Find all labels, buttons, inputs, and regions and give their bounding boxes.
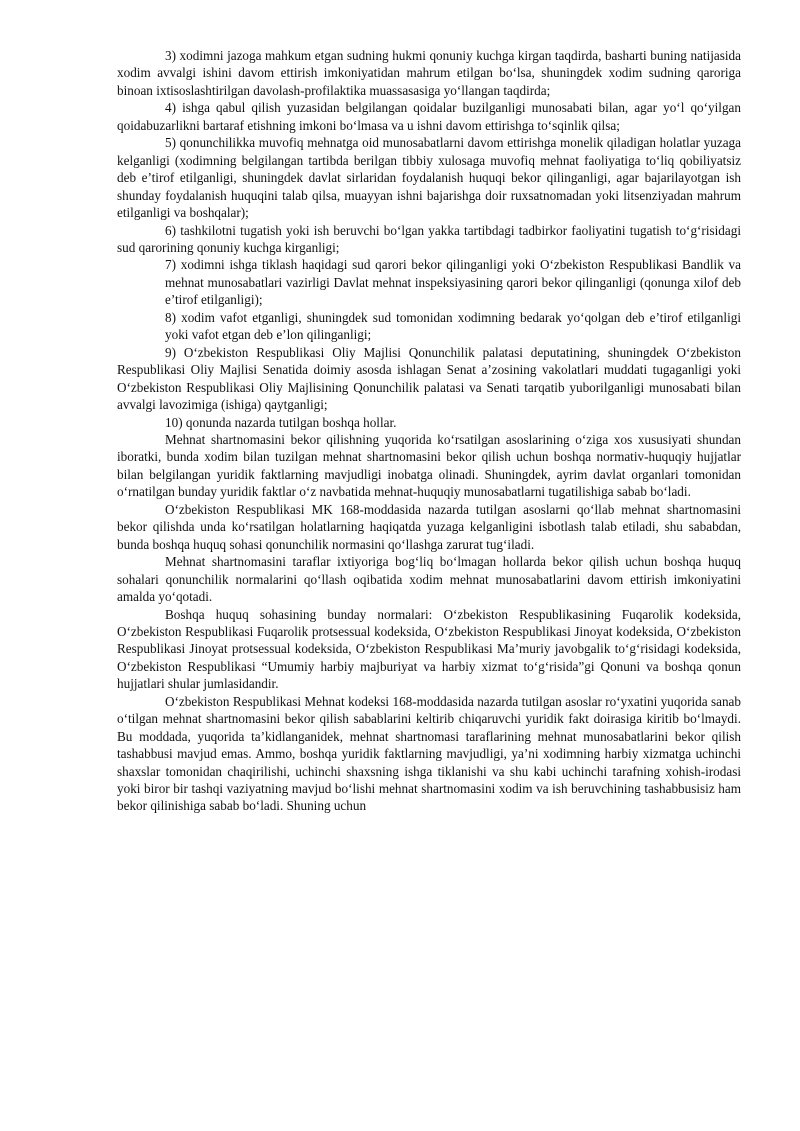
list-item-9: 9) O‘zbekiston Respublikasi Oliy Majlisi Qonunchilik palatasi deputatining, shuningdek O‘zbekiston Respublikasi Oliy Majlisi Senatida doimiy asosda ishlagan Senat a’zosining vakolatlari muddati tugaganligi yoki O‘zbekiston Respublikasi Oliy Majlisining Qonunchilik palatasi va Senati tarqatib yuborilganligi munosabati bilan avvalgi lavozimiga (ishiga) qaytganligi; (117, 344, 741, 413)
body-paragraph: Boshqa huquq sohasining bunday normalari: O‘zbekiston Respublikasining Fuqarolik kodeksida, O‘zbekiston Respublikasi Fuqarolik protsessual kodeksida, O‘zbekiston Respublikasi Jinoyat kodeksida, O‘zbekiston Respublikasi Jinoyat protsessual kodeksida, O‘zbekiston Respublikasi Ma’muriy javobgalik to‘g‘risidagi kodeksida, O‘zbekiston Respublikasi “Umumiy harbiy majburiyat va harbiy xizmat to‘g‘risida”gi Qonuni va boshqa qonun hujjatlari shular jumlasidandir. (117, 606, 741, 692)
body-paragraph: O‘zbekiston Respublikasi MK 168-moddasida nazarda tutilgan asoslarni qo‘llab mehnat shartnomasini bekor qilishda unda ko‘rsatilgan holatlarning haqiqatda yuzaga kelganligini isbotlash talab etiladi, shu sababdan, bunda boshqa huquq sohasi qonunchilik normasini qo‘llashga zarurat tug‘iladi. (117, 501, 741, 552)
list-item-7: 7) xodimni ishga tiklash haqidagi sud qarori bekor qilinganligi yoki O‘zbekiston Respublikasi Bandlik va mehnat munosabatlari vazirligi Davlat mehnat inspeksiyasining qarori bekor qilinganligi (qonunga xilof deb e’tirof etilganligi); (165, 257, 741, 308)
list-item-6: 6) tashkilotni tugatish yoki ish beruvchi bo‘lgan yakka tartibdagi tadbirkor faoliyatini tugatish to‘g‘risidagi sud qarorining qonuniy kuchga kirganligi; (117, 222, 741, 255)
body-paragraph: Mehnat shartnomasini bekor qilishning yuqorida ko‘rsatilgan asoslarining o‘ziga xos xususiyati shundan iboratki, bunda xodim bilan tuzilgan mehnat shartnomasini bekor qilish uchun boshqa normativ-huquqiy hujjatlar bilan belgilangan yuridik faktlarning mavjudligi inobatga olinadi. Shuningdek, ayrim davlat organlari tomonidan o‘rnatilgan bunday yuridik faktlar o‘z navbatida mehnat-huquqiy munosabatlarni tugatilishiga sabab bo‘ladi. (117, 431, 741, 500)
document-page (117, 47, 741, 815)
body-paragraph: O‘zbekiston Respublikasi Mehnat kodeksi 168-moddasida nazarda tutilgan asoslar ro‘yxatini yuqorida sanab o‘tilgan mehnat shartnomasini bekor qilish sabablarini keltirib chiqaruvchi yuridik fakt doirasiga kiritib bo‘lmaydi. Bu moddada, yuqorida ta’kidlanganidek, mehnat shartnomasi taraflarining mehnat munosabatlarini bekor qilish tashabbusi mavjud emas. Ammo, boshqa yuridik faktlarning mavjudligi, ya’ni xodimning harbiy xizmatga uchinchi shaxslar tomonidan chaqirilishi, uchinchi shaxsning ishga tiklanishi va shu kabi uchinchi tarafning xohish-irodasi yoki biror bir tashqi vaziyatning mavjud bo‘lishi mehnat shartnomasini xodim va ish beruvchining tashabbusisiz ham bekor qilinishiga sabab bo‘ladi. Shuning uchun (117, 693, 741, 814)
list-item-4: 4) ishga qabul qilish yuzasidan belgilangan qoidalar buzilganligi munosabati bilan, agar yo‘l qo‘yilgan qoidabuzarlikni bartaraf etishning imkoni bo‘lmasa va u ishni davom ettirishga to‘sqinlik qilsa; (117, 100, 741, 133)
list-item-5: 5) qonunchilikka muvofiq mehnatga oid munosabatlarni davom ettirishga monelik qiladigan holatlar yuzaga kelganligi (xodimning belgilangan tartibda berilgan tibbiy xulosaga muvofiq mehnat faoliyatiga to‘liq qobiliyatsiz deb e’tirof etilganligi, shuningdek davlat sirlaridan foydalanish huquqi bekor qilinganligi, agar bajarilayotgan ish shunday foydalanish huquqini talab qilsa, muayyan ishni bajarishga doir ruxsatnomadan yoki litsenziyadan mahrum etilganligi va boshqalar); (117, 135, 741, 221)
list-item-10: 10) qonunda nazarda tutilgan boshqa hollar. (165, 414, 397, 430)
body-paragraph: Mehnat shartnomasini taraflar ixtiyoriga bog‘liq bo‘lmagan hollarda bekor qilish uchun boshqa huquq sohalari qonunchilik normalarini qo‘llash oqibatida xodim mehnat munosabatlarini davom ettirish imkoniyatini amalda yo‘qotadi. (117, 554, 741, 605)
list-item-8: 8) xodim vafot etganligi, shuningdek sud tomonidan xodimning bedarak yo‘qolgan deb e’tirof etilganligi yoki vafot etgan deb e’lon qilinganligi; (165, 309, 741, 343)
list-item-3: 3) xodimni jazoga mahkum etgan sudning hukmi qonuniy kuchga kirgan taqdirda, basharti buning natijasida xodim avvalgi ishini davom ettirish imkoniyatidan mahrum etilgan bo‘lsa, shuningdek xodim sudning qaroriga binoan ixtisoslashtirilgan davolash-profilaktika muassasasiga yo‘llangan taqdirda; (117, 48, 741, 98)
